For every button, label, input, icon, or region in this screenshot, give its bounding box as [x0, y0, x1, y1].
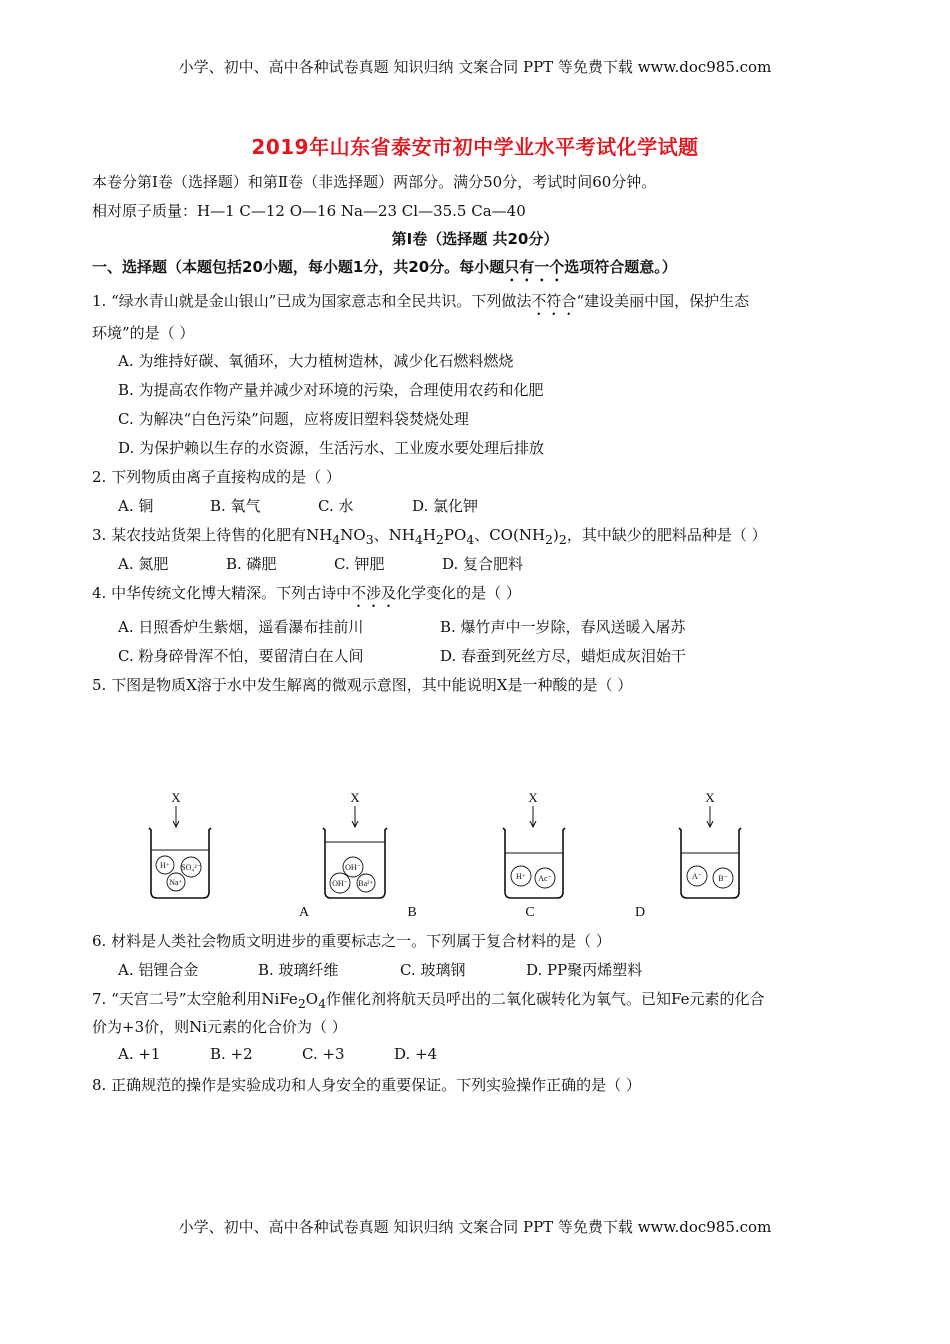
ion-label: SO₄²⁻ — [181, 863, 201, 872]
q4-option-c: C. 粉身碎骨浑不怕，要留清白在人间 — [118, 647, 364, 665]
beaker-a-label: A — [298, 905, 310, 920]
q6-option-b: B. 玻璃纤维 — [258, 961, 339, 979]
q4-stem-post: 化学变化的是（ ） — [396, 584, 521, 602]
exam-title: 2019年山东省泰安市初中学业水平考试化学试题 — [251, 135, 699, 159]
ion-label: Ac⁻ — [538, 874, 552, 883]
q3-sub: 3 — [365, 532, 374, 547]
q5-stem: 5. 下图是物质X溶于水中发生解离的微观示意图，其中能说明X是一种酸的是（ ） — [92, 676, 633, 694]
q6-option-a: A. 铝锂合金 — [118, 961, 199, 979]
page-header: 小学、初中、高中各种试卷真题 知识归纳 文案合同 PPT 等免费下载 www.doc985.com — [178, 58, 772, 76]
q7-part: O — [305, 990, 319, 1008]
ion-label: OH⁻ — [332, 879, 348, 888]
q1-emphasis: 不符合 — [531, 292, 577, 310]
page-footer: 小学、初中、高中各种试卷真题 知识归纳 文案合同 PPT 等免费下载 www.doc985.com — [178, 1218, 772, 1236]
ion-label: H⁺ — [516, 872, 526, 881]
q7-option-c: C. +3 — [302, 1045, 345, 1063]
q3-option-a: A. 氮肥 — [118, 555, 169, 573]
q1-stem-line2: 环境”的是（ ） — [92, 324, 195, 342]
beaker-b-x-label: X — [350, 790, 360, 805]
q2-option-d: D. 氯化钾 — [412, 497, 479, 515]
q3-sub: 4 — [414, 532, 423, 547]
beaker-d — [679, 806, 741, 898]
q5-beaker-figure — [0, 790, 950, 925]
q1-option-c: C. 为解决“白色污染”问题，应将废旧塑料袋焚烧处理 — [118, 410, 469, 428]
q3-option-d: D. 复合肥料 — [442, 555, 524, 573]
q4-stem-pre: 4. 中华传统文化博大精深。下列古诗中 — [92, 584, 352, 602]
q2-option-b: B. 氧气 — [210, 497, 261, 515]
q1-option-d: D. 为保护赖以生存的水资源，生活污水、工业废水要处理后排放 — [118, 439, 545, 457]
section1-pre: 一、选择题（本题包括20小题，每小题1分，共20分。每小题 — [92, 258, 505, 276]
q1-stem-pre: 1. “绿水青山就是金山银山”已成为国家意志和全民共识。下列做法 — [92, 292, 532, 310]
ion-label: OH⁻ — [345, 863, 361, 872]
q3-stem-post: ，其中缺少的肥料品种是（ ） — [566, 526, 767, 544]
q6-options — [118, 959, 642, 980]
q3-options — [118, 553, 523, 574]
q2-stem: 2. 下列物质由离子直接构成的是（ ） — [92, 468, 341, 486]
q1-stem-post: “建设美丽中国，保护生态 — [576, 292, 750, 310]
q2-option-c: C. 水 — [318, 497, 354, 515]
q4-options-row1 — [118, 616, 686, 637]
q3-part: H — [422, 526, 436, 544]
ion-label: Na⁺ — [169, 878, 183, 887]
q7-option-b: B. +2 — [210, 1045, 253, 1063]
ion-label: Ba²⁺ — [358, 879, 374, 888]
q7-stem — [92, 988, 765, 1011]
beaker-c-label: C — [525, 905, 535, 920]
q3-part: 、NH — [373, 526, 415, 544]
beaker-c — [503, 806, 565, 898]
q3-sub: 2 — [558, 532, 567, 547]
q7-sub: 4 — [318, 996, 327, 1011]
q4-option-d: D. 春蚕到死丝方尽，蜡炬成灰泪始干 — [440, 647, 687, 665]
q3-part: PO — [443, 526, 467, 544]
q6-option-d: D. PP聚丙烯塑料 — [526, 961, 643, 979]
section1-post: 选项符合题意。） — [564, 258, 677, 276]
beaker-b-label: B — [407, 905, 417, 920]
q3-part: ) — [553, 526, 559, 544]
ion-label: H⁺ — [160, 861, 170, 870]
q3-part: 、CO(NH — [474, 526, 546, 544]
section1-emphasis: 只有一个 — [504, 258, 565, 276]
q3-sub: 4 — [332, 532, 341, 547]
q7-stem-post: 作催化剂将航天员呼出的二氧化碳转化为氧气。已知Fe元素的化合 — [326, 990, 765, 1008]
q4-option-a: A. 日照香炉生紫烟，遥看瀑布挂前川 — [118, 618, 364, 636]
q6-stem: 6. 材料是人类社会物质文明进步的重要标志之一。下列属于复合材料的是（ ） — [92, 932, 611, 950]
q7-stem-line2: 价为+3价，则Ni元素的化合价为（ ） — [92, 1018, 347, 1036]
ion-label: A⁻ — [692, 872, 702, 881]
q4-emphasis: 不涉及 — [351, 584, 397, 602]
q4-options-row2 — [118, 645, 686, 666]
q3-option-c: C. 钾肥 — [334, 555, 385, 573]
beaker-a-x-label: X — [171, 790, 181, 805]
q2-options — [118, 495, 478, 516]
q1-option-b: B. 为提高农作物产量并减少对环境的污染，合理使用农药和化肥 — [118, 381, 544, 399]
q3-stem — [92, 524, 767, 547]
section1-heading — [92, 256, 677, 285]
q3-sub: 2 — [545, 532, 553, 547]
intro-text: 本卷分第Ⅰ卷（选择题）和第Ⅱ卷（非选择题）两部分。满分50分，考试时间60分钟。 — [92, 173, 657, 191]
q1-option-a: A. 为维持好碳、氧循环，大力植树造林，减少化石燃料燃烧 — [118, 352, 514, 370]
q4-option-b: B. 爆竹声中一岁除，春风送暖入屠苏 — [440, 618, 686, 636]
q7-option-d: D. +4 — [394, 1045, 438, 1063]
q7-sub: 2 — [297, 996, 306, 1011]
beaker-d-label: D — [634, 905, 646, 920]
q3-part: NO — [340, 526, 366, 544]
q1-stem — [92, 290, 749, 319]
q3-sub: 2 — [435, 532, 444, 547]
q6-option-c: C. 玻璃钢 — [400, 961, 466, 979]
q3-sub: 4 — [466, 532, 475, 547]
q2-option-a: A. 铜 — [118, 497, 154, 515]
q7-options — [118, 1045, 437, 1063]
q8-stem: 8. 正确规范的操作是实验成功和人身安全的重要保证。下列实验操作正确的是（ ） — [92, 1076, 641, 1094]
q7-stem-pre: 7. “天宫二号”太空舱利用NiFe — [92, 990, 298, 1008]
q4-stem — [92, 582, 521, 611]
atomic-mass-text: 相对原子质量：H—1 C—12 O—16 Na—23 Cl—35.5 Ca—40 — [92, 202, 526, 220]
q7-option-a: A. +1 — [118, 1045, 161, 1063]
q3-stem-pre: 3. 某农技站货架上待售的化肥有NH — [92, 526, 333, 544]
beaker-c-x-label: X — [528, 790, 538, 805]
ion-label: B⁻ — [718, 874, 728, 883]
q3-option-b: B. 磷肥 — [226, 555, 277, 573]
beaker-d-x-label: X — [705, 790, 715, 805]
part1-title: 第Ⅰ卷（选择题 共20分） — [391, 230, 559, 248]
